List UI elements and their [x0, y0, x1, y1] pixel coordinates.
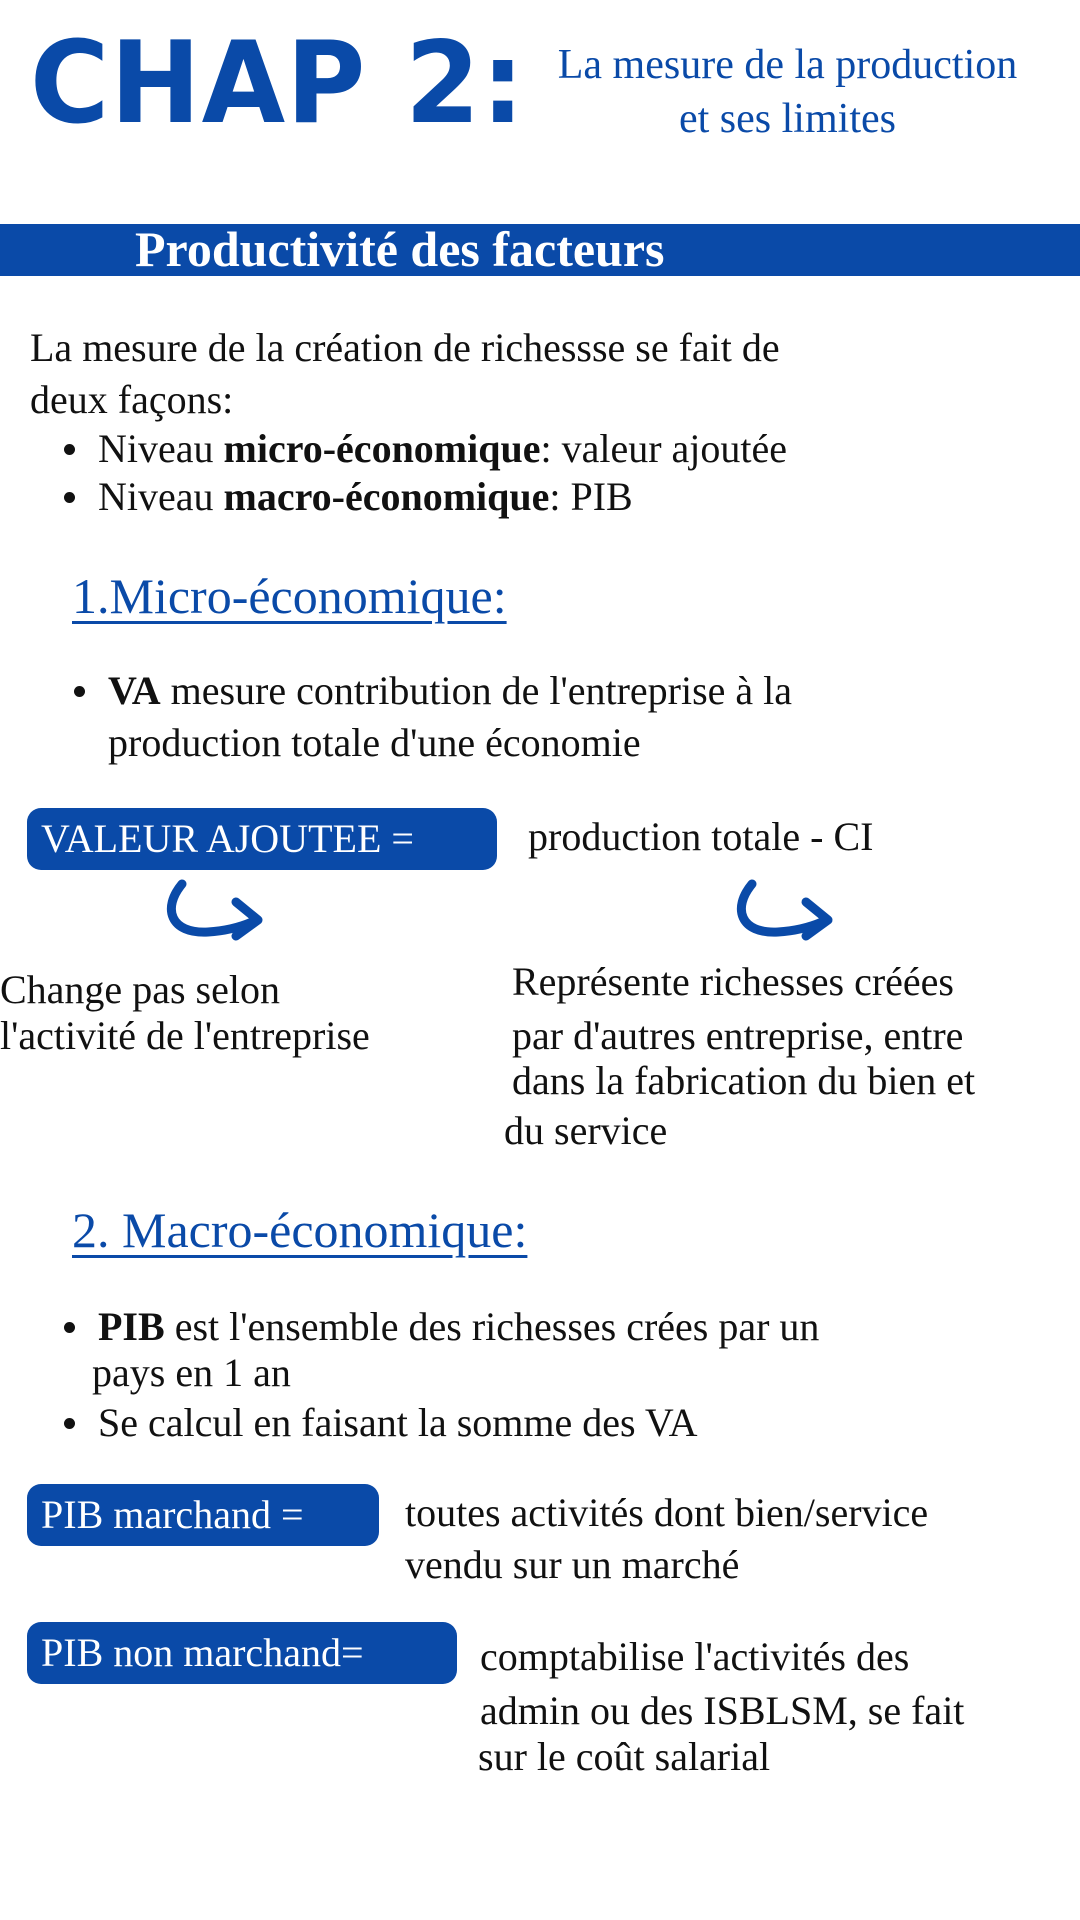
intro-line-1: La mesure de la création de richessse se fait de	[30, 325, 780, 370]
note-right-line-4: du service	[504, 1108, 668, 1153]
valeur-ajoutee-label: VALEUR AJOUTEE =	[27, 808, 497, 870]
pib-marchand-desc-line-1: toutes activités dont bien/service	[405, 1490, 929, 1535]
macro-heading: 2. Macro-économique:	[72, 1202, 528, 1258]
macro-bullet-pib: PIB est l'ensemble des richesses crées par un	[98, 1302, 819, 1352]
note-right-line-3: dans la fabrication du bien et	[512, 1058, 976, 1103]
bullet-dot	[64, 444, 75, 455]
note-left-line-2: l'activité de l'entreprise	[0, 1013, 370, 1058]
pib-marchand-label: PIB marchand =	[27, 1484, 379, 1546]
pib-marchand-desc-line-2: vendu sur un marché	[405, 1542, 740, 1587]
chapter-title: CHAP 2:	[30, 17, 526, 150]
subtitle-line-2: et ses limites	[679, 96, 896, 142]
micro-heading: 1.Micro-économique:	[72, 568, 507, 624]
pib-non-marchand-label: PIB non marchand=	[27, 1622, 457, 1684]
valeur-ajoutee-formula: production totale - CI	[528, 814, 874, 859]
micro-bullet: VA mesure contribution de l'entreprise à la	[108, 666, 792, 716]
pib-non-marchand-desc-line-2: admin ou des ISBLSM, se fait	[480, 1688, 965, 1733]
macro-bullet-somme: Se calcul en faisant la somme des VA	[98, 1398, 698, 1448]
micro-bullet-continuation: production totale d'une économie	[108, 720, 641, 765]
intro-line-2: deux façons:	[30, 377, 234, 422]
intro-bullet-macro: Niveau macro-économique: PIB	[98, 472, 633, 522]
pib-non-marchand-desc-line-1: comptabilise l'activités des	[480, 1634, 910, 1679]
note-right-line-1: Représente richesses créées	[512, 959, 954, 1004]
bullet-dot	[64, 1322, 75, 1333]
bullet-dot	[64, 492, 75, 503]
section-banner-title: Productivité des facteurs	[135, 221, 665, 277]
note-right-line-2: par d'autres entreprise, entre	[512, 1013, 964, 1058]
intro-bullet-micro: Niveau micro-économique: valeur ajoutée	[98, 424, 787, 474]
subtitle-line-1: La mesure de la production	[557, 42, 1018, 88]
chapter-subtitle	[505, 38, 1070, 146]
macro-bullet-pib-continuation: pays en 1 an	[92, 1350, 291, 1395]
pib-non-marchand-desc-line-3: sur le coût salarial	[478, 1734, 771, 1779]
curved-arrow-icon	[160, 878, 270, 950]
curved-arrow-icon	[730, 878, 840, 950]
note-left-line-1: Change pas selon	[0, 967, 280, 1012]
bullet-dot	[74, 686, 85, 697]
bullet-dot	[64, 1418, 75, 1429]
